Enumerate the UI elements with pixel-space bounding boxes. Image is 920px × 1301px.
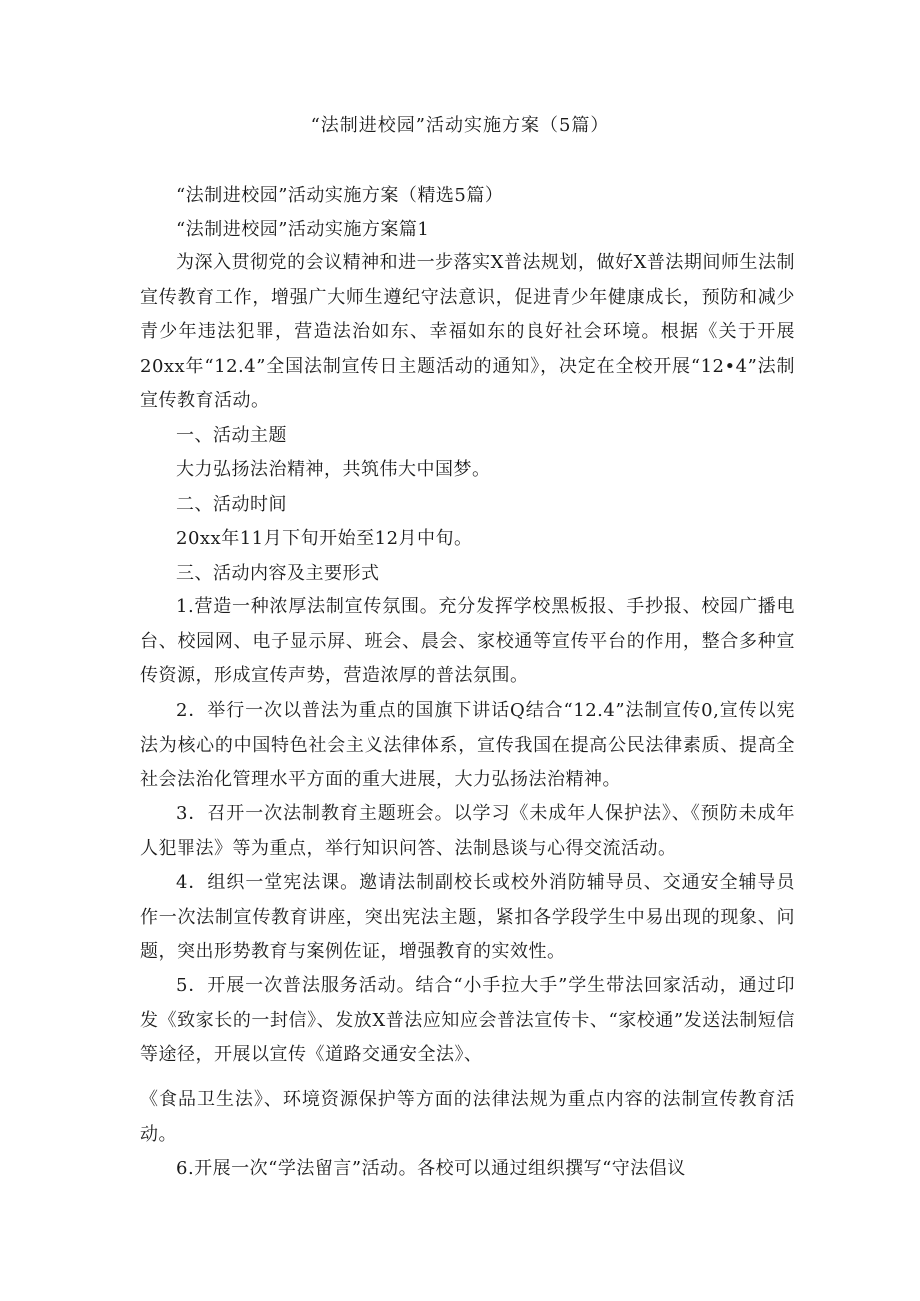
list-item-5: 5．开展一次普法服务活动。结合“小手拉大手”学生带法回家活动，通过印发《致家长的一封信》、发放X普法应知应会普法宣传卡、“家校通”发送法制短信等途径，开展以宣传《道路交通安全法》、 bbox=[140, 975, 795, 1065]
document-subtitle: “法制进校园”活动实施方案（精选5篇） bbox=[176, 185, 504, 206]
section-title: “法制进校园”活动实施方案篇1 bbox=[176, 219, 430, 240]
list-item-5-continued: 《食品卫生法》、环境资源保护等方面的法律法规为重点内容的法制宣传教育活动。 bbox=[140, 1089, 795, 1145]
list-item-2: 2．举行一次以普法为重点的国旗下讲话Q结合“12.4”法制宣传0,宣传以宪法为核心的中国特色社会主义法律体系，宣传我国在提高公民法律素质、提高全社会法治化管理水平方面的重大进展，大力弘扬法治精神。 bbox=[140, 700, 795, 790]
activity-time-text: 20xx年11月下旬开始至12月中旬。 bbox=[176, 528, 473, 549]
list-item-1: 1.营造一种浓厚法制宣传氛围。充分发挥学校黑板报、手抄报、校园广播电台、校园网、电子显示屏、班会、晨会、家校通等宣传平台的作用，整合多种宣传资源，形成宣传声势，营造浓厚的普法氛围。 bbox=[140, 596, 795, 686]
heading-activity-content: 三、活动内容及主要形式 bbox=[176, 563, 380, 584]
list-item-4: 4．组织一堂宪法课。邀请法制副校长或校外消防辅导员、交通安全辅导员作一次法制宣传教育讲座，突出宪法主题，紧扣各学段学生中易出现的现象、问题，突出形势教育与案例佐证，增强教育的实效性。 bbox=[140, 872, 795, 962]
list-item-6: 6.开展一次“学法留言”活动。各校可以通过组织撰写“守法倡议 bbox=[176, 1158, 686, 1179]
list-item-3: 3．召开一次法制教育主题班会。以学习《未成年人保护法》、《预防未成年人犯罪法》等为重点，举行知识问答、法制恳谈与心得交流活动。 bbox=[140, 803, 795, 859]
intro-paragraph: 为深入贯彻党的会议精神和进一步落实X普法规划，做好X普法期间师生法制宣传教育工作，增强广大师生遵纪守法意识，促进青少年健康成长，预防和减少青少年违法犯罪，营造法治如东、幸福如东的良好社会环境。根据《关于开展20xx年“12.4”全国法制宣传日主题活动的通知》，决定在全校开展“12•4”法制宣传教育活动。 bbox=[140, 252, 795, 411]
heading-activity-time: 二、活动时间 bbox=[176, 494, 287, 515]
document-title: “法制进校园”活动实施方案（5篇） bbox=[310, 115, 610, 136]
activity-theme-text: 大力弘扬法治精神，共筑伟大中国梦。 bbox=[176, 459, 491, 480]
heading-activity-theme: 一、活动主题 bbox=[176, 425, 287, 446]
